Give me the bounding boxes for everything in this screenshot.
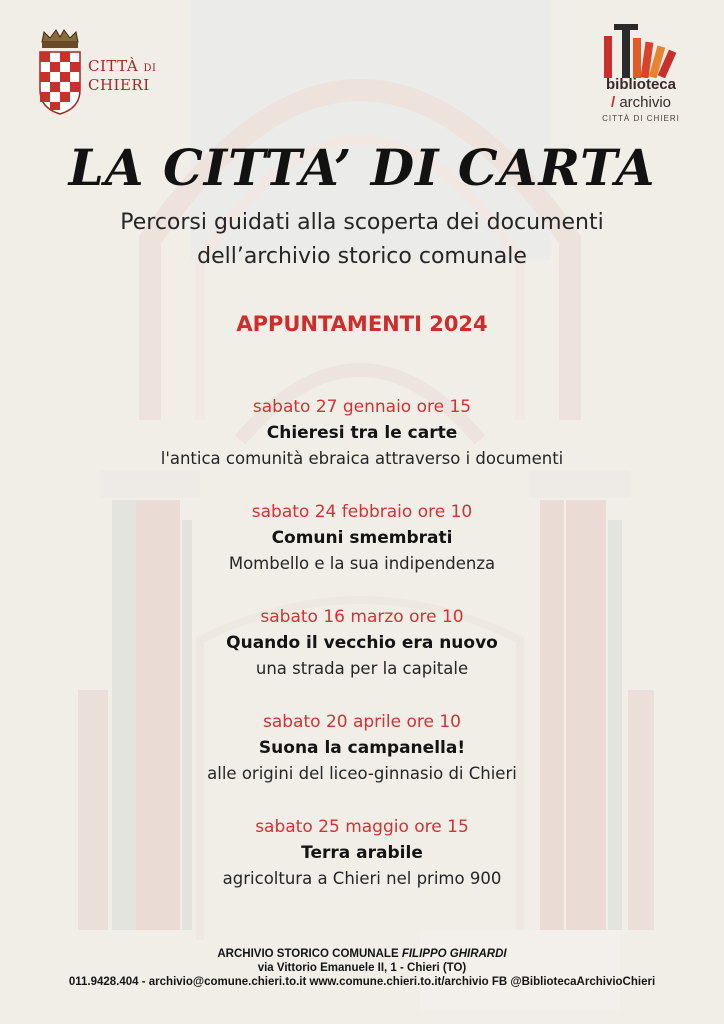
footer-address: via Vittorio Emanuele II, 1 - Chieri (TO) bbox=[257, 962, 467, 974]
subtitle-line2: dell’archivio storico comunale bbox=[197, 244, 527, 269]
coat-of-arms-icon bbox=[36, 28, 84, 116]
event-description: alle origini del liceo-ginnasio di Chieri bbox=[207, 764, 517, 783]
footer-org-label: ARCHIVIO STORICO COMUNALE bbox=[217, 948, 399, 960]
event-description: l'antica comunità ebraica attraverso i documenti bbox=[160, 449, 564, 468]
logo-city-line2: CHIERI bbox=[88, 76, 150, 94]
event-item bbox=[62, 709, 662, 814]
subtitle bbox=[60, 206, 664, 274]
event-title: Chieresi tra le carte bbox=[266, 423, 458, 443]
page-title: LA CITTA’ DI CARTA bbox=[68, 138, 656, 197]
logo-city-line1: CITTÀ bbox=[88, 57, 139, 75]
event-title: Quando il vecchio era nuovo bbox=[226, 633, 498, 653]
citta-di-chieri-logo bbox=[34, 28, 164, 120]
event-title: Terra arabile bbox=[301, 843, 423, 863]
logo-city-line1-small: DI bbox=[143, 63, 157, 74]
event-item bbox=[62, 604, 662, 709]
logo-library-line2 bbox=[596, 94, 686, 111]
footer bbox=[0, 947, 724, 990]
books-icon bbox=[600, 24, 680, 78]
appointments-heading: APPUNTAMENTI 2024 bbox=[236, 312, 488, 336]
logo-library-line3: CITTÀ DI CHIERI bbox=[602, 114, 680, 123]
event-description: agricoltura a Chieri nel primo 900 bbox=[222, 869, 502, 888]
event-description: una strada per la capitale bbox=[255, 659, 469, 678]
event-item bbox=[62, 499, 662, 604]
logo-library-slash: / bbox=[610, 94, 616, 111]
event-date: sabato 20 aprile ore 10 bbox=[262, 712, 461, 732]
event-date: sabato 27 gennaio ore 15 bbox=[252, 397, 472, 417]
event-description: Mombello e la sua indipendenza bbox=[228, 554, 496, 573]
biblioteca-archivio-logo bbox=[596, 24, 686, 124]
footer-org bbox=[0, 947, 724, 961]
footer-org-name: FILIPPO GHIRARDI bbox=[401, 948, 507, 960]
event-title: Comuni smembrati bbox=[271, 528, 453, 548]
event-title: Suona la campanella! bbox=[258, 738, 466, 758]
event-item bbox=[62, 814, 662, 919]
event-date: sabato 24 febbraio ore 10 bbox=[251, 502, 473, 522]
subtitle-line1: Percorsi guidati alla scoperta dei documenti bbox=[120, 210, 604, 235]
citta-di-chieri-wordmark bbox=[88, 58, 156, 94]
footer-contacts: 011.9428.404 - archivio@comune.chieri.to.it www.comune.chieri.to.it/archivio FB @BibliotecaArchivioChieri bbox=[68, 976, 656, 988]
event-item bbox=[62, 394, 662, 499]
event-date: sabato 16 marzo ore 10 bbox=[260, 607, 464, 627]
events-list bbox=[62, 394, 662, 919]
logo-library-line2-text: archivio bbox=[619, 94, 672, 111]
logo-library-line1: biblioteca bbox=[605, 76, 676, 93]
event-date: sabato 25 maggio ore 15 bbox=[255, 817, 469, 837]
